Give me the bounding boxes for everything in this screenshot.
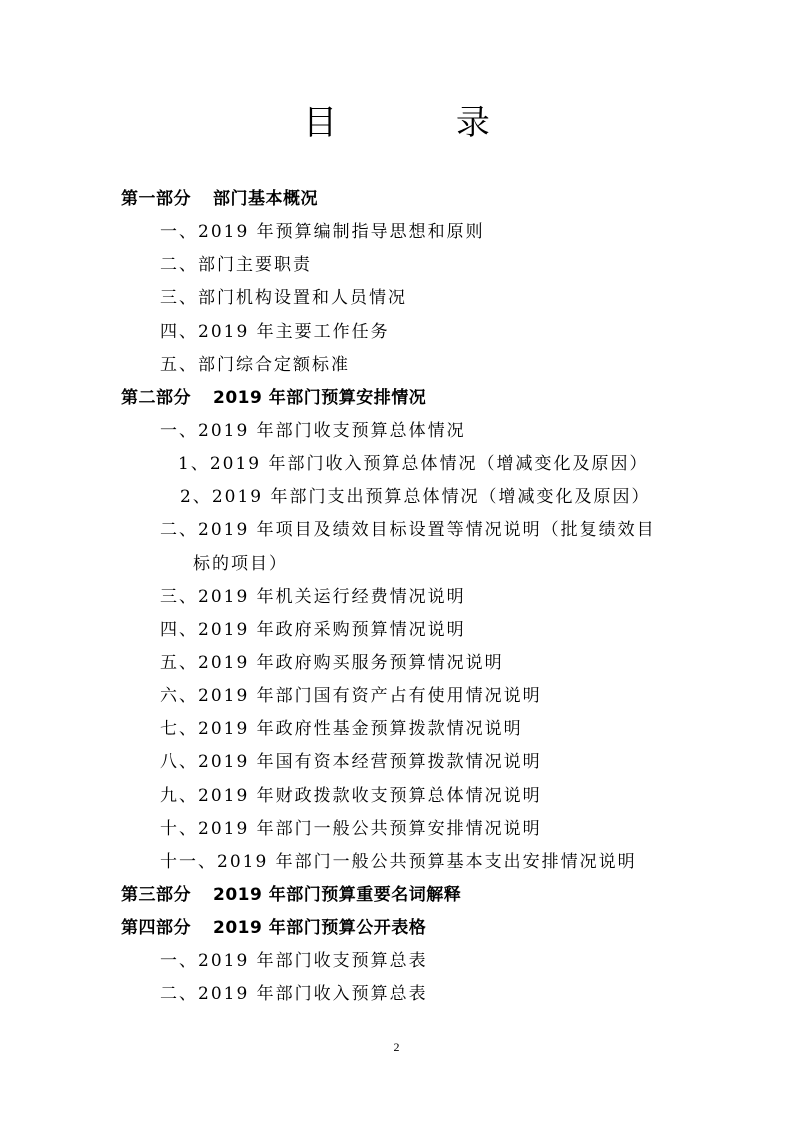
toc-item-continuation[interactable]: 标的项目）: [193, 553, 288, 574]
toc-part-label: 第二部分: [121, 387, 191, 408]
toc-part-title: 2019 年部门预算公开表格: [213, 918, 427, 939]
toc-item[interactable]: 四、2019 年政府采购预算情况说明: [160, 619, 466, 640]
toc-part-heading[interactable]: [0, 879, 793, 912]
toc-item[interactable]: 七、2019 年政府性基金预算拨款情况说明: [160, 719, 523, 740]
toc-item[interactable]: 二、部门主要职责: [160, 255, 312, 276]
toc-item[interactable]: 十一、2019 年部门一般公共预算基本支出安排情况说明: [160, 851, 637, 872]
toc-item[interactable]: 三、2019 年机关运行经费情况说明: [160, 586, 466, 607]
toc-item[interactable]: 六、2019 年部门国有资产占有使用情况说明: [160, 686, 542, 707]
toc-part-label: 第四部分: [121, 918, 191, 939]
toc-item[interactable]: 四、2019 年主要工作任务: [160, 321, 390, 342]
toc-part-title: 2019 年部门预算重要名词解释: [213, 884, 462, 905]
toc-part-heading[interactable]: [0, 912, 793, 945]
toc-part-title: 2019 年部门预算安排情况: [213, 387, 427, 408]
toc-part-label: 第一部分: [121, 189, 191, 209]
toc-item[interactable]: 五、部门综合定额标准: [160, 354, 350, 375]
toc-item[interactable]: 二、2019 年项目及绩效目标设置等情况说明（批复绩效目: [160, 520, 656, 541]
page-title: 目 录: [303, 103, 544, 143]
toc-item[interactable]: 二、2019 年部门收入预算总表: [160, 984, 428, 1005]
table-of-contents: [0, 183, 793, 1012]
toc-item[interactable]: 一、2019 年部门收支预算总体情况: [160, 420, 466, 441]
toc-subitem[interactable]: 1、2019 年部门收入预算总体情况（增减变化及原因）: [178, 454, 649, 475]
toc-part-heading[interactable]: [0, 183, 793, 216]
toc-item[interactable]: 八、2019 年国有资本经营预算拨款情况说明: [160, 752, 542, 773]
toc-part-title: 部门基本概况: [213, 189, 318, 209]
toc-item[interactable]: 一、2019 年预算编制指导思想和原则: [160, 222, 485, 243]
toc-part-label: 第三部分: [121, 884, 191, 905]
toc-item[interactable]: 一、2019 年部门收支预算总表: [160, 951, 428, 972]
page-number: 2: [393, 1040, 400, 1054]
toc-item[interactable]: 三、部门机构设置和人员情况: [160, 288, 407, 309]
toc-subitem[interactable]: 2、2019 年部门支出预算总体情况（增减变化及原因）: [180, 487, 651, 508]
toc-item[interactable]: 五、2019 年政府购买服务预算情况说明: [160, 652, 504, 673]
toc-item[interactable]: 九、2019 年财政拨款收支预算总体情况说明: [160, 785, 542, 806]
toc-item[interactable]: 十、2019 年部门一般公共预算安排情况说明: [160, 818, 542, 839]
toc-part-heading[interactable]: [0, 382, 793, 415]
